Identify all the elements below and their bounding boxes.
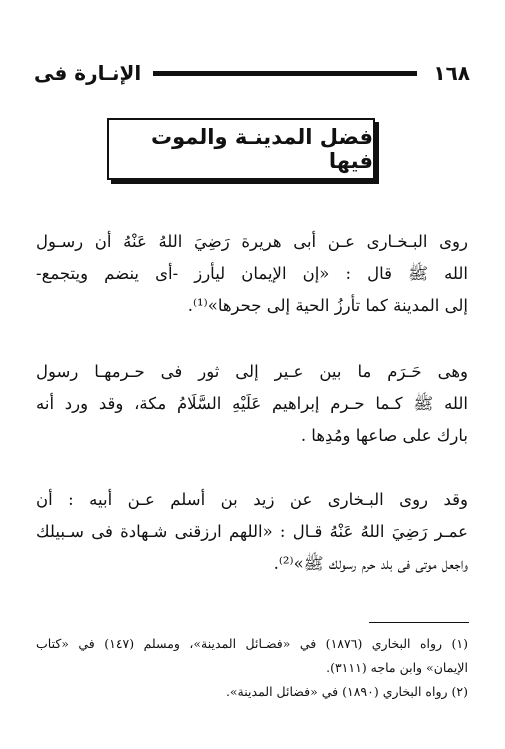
text-line: عمـر رَضِيَ اللهُ عَنْهُ قـال : «اللهم ارزقنى شـهادة فى سـبيلك (36, 522, 468, 541)
header-rule (153, 71, 417, 76)
running-header (34, 58, 470, 88)
chapter-title: فضل المدينـة والموت فيها (151, 125, 373, 173)
book-title: الإنـارة فى (34, 61, 142, 85)
text-line: وقد روى البـخارى عن زيد بن أسلم عـن أبيه : أن (36, 490, 468, 509)
text-line: إلى المدينة كما تأرزُ الحية إلى جحرها»⁽¹⁾. (187, 296, 468, 315)
footnote-line: (٢) رواه البخاري (١٨٩٠) في «فضائل المدينة». (225, 684, 468, 699)
text-line: الله ﷺ قال : «إن الإيمان ليأرز -أى ينضم ويتجمع- (36, 264, 468, 283)
text-line: وهى حَـرَم ما بين عـير إلى ثور فى حـرمهـا رسول (36, 362, 468, 381)
paragraph-2 (36, 356, 468, 452)
chapter-heading-box (107, 118, 375, 180)
footnote-line: الإيمان» وابن ماجه (٣١١١). (326, 660, 468, 675)
page-number: ١٦٨ (433, 61, 470, 85)
footnote-separator (369, 622, 469, 623)
text-line: واجعل موتى فى بلد حرم رسولك ﷺ»⁽²⁾. (273, 554, 468, 573)
text-line: الله ﷺ كـما حـرم إبراهيم عَلَيْهِ السَّلَامُ مكة، وقد ورد أنه (36, 394, 468, 413)
paragraph-1 (36, 226, 468, 322)
text-line: روى البـخـارى عـن أبى هريرة رَضِيَ اللهُ عَنْهُ أن رسـول (36, 232, 468, 251)
paragraph-3 (36, 484, 468, 580)
footnote-line: (١) رواه البخاري (١٨٧٦) في «فضـائل المدينة»، ومسلم (١٤٧) في «كتاب (36, 636, 468, 651)
text-line: بارك على صاعها ومُدِها . (300, 426, 468, 445)
footnotes (36, 632, 468, 704)
